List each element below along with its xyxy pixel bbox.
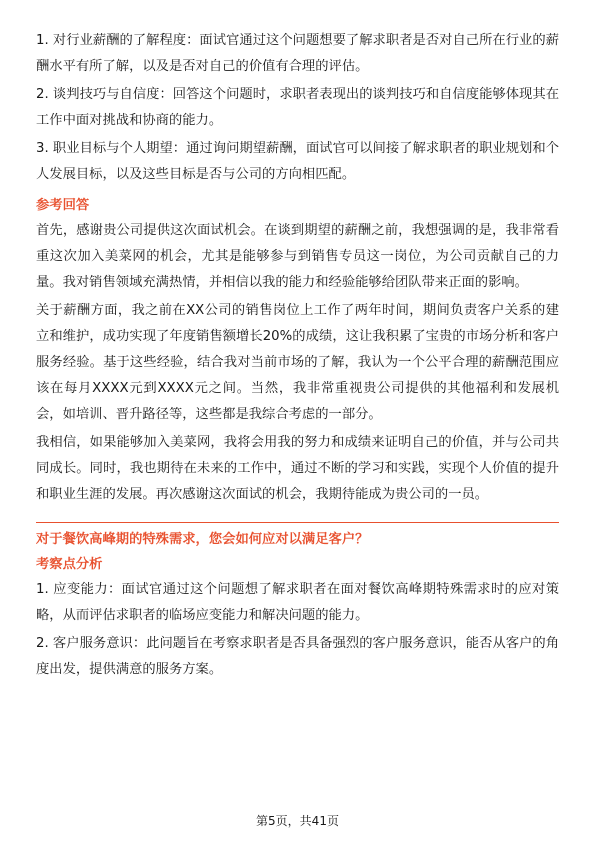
list-item: 1. 对行业薪酬的了解程度：面试官通过这个问题想要了解求职者是否对自己所在行业的薪酬水平有所了解，以及是否对自己的价值有合理的评估。 — [36, 33, 559, 74]
answer-paragraph: 我相信，如果能够加入美菜网，我将会用我的努力和成绩来证明自己的价值，并与公司共同成长。同时，我也期待在未来的工作中，通过不断的学习和实践，实现个人价值的提升和职业生涯的发展。再次感谢这次面试的机会，我期待能成为贵公司的一员。 — [36, 435, 559, 502]
question-title: 对于餐饮高峰期的特殊需求，您会如何应对以满足客户？ — [36, 532, 369, 547]
list-item: 2. 谈判技巧与自信度：回答这个问题时，求职者表现出的谈判技巧和自信度能够体现其在工作中面对挑战和协商的能力。 — [36, 87, 559, 128]
section-divider — [36, 522, 559, 523]
page-footer: 第5页，共41页 — [256, 814, 339, 828]
answer-paragraph: 关于薪酬方面，我之前在XX公司的销售岗位上工作了两年时间，期间负责客户关系的建立和维护，成功实现了年度销售额增长20%的成绩，这让我积累了宝贵的市场分析和客户服务经验。基于这些经验，结合我对当前市场的了解，我认为一个公平合理的薪酬范围应该在每月XXXX元到XXXX元之间。当然，我非常重视贵公司提供的其他福利和发展机会，如培训、晋升路径等，这些都是我综合考虑的一部分。 — [36, 303, 559, 422]
list-item: 3. 职业目标与个人期望：通过询问期望薪酬，面试官可以间接了解求职者的职业规划和个人发展目标，以及这些目标是否与公司的方向相匹配。 — [36, 141, 559, 182]
list-item: 1. 应变能力：面试官通过这个问题想了解求职者在面对餐饮高峰期特殊需求时的应对策略，从而评估求职者的临场应变能力和解决问题的能力。 — [36, 582, 559, 623]
answer-heading: 参考回答 — [36, 198, 90, 213]
list-item: 2. 客户服务意识：此问题旨在考察求职者是否具备强烈的客户服务意识，能否从客户的角度出发，提供满意的服务方案。 — [36, 636, 559, 677]
answer-paragraph: 首先，感谢贵公司提供这次面试机会。在谈到期望的薪酬之前，我想强调的是，我非常看重这次加入美菜网的机会，尤其是能够参与到销售专员这一岗位，为公司贡献自己的力量。我对销售领域充满热情，并相信以我的能力和经验能够给团队带来正面的影响。 — [36, 223, 559, 290]
analysis-heading: 考察点分析 — [36, 557, 103, 572]
document-page — [36, 28, 559, 685]
